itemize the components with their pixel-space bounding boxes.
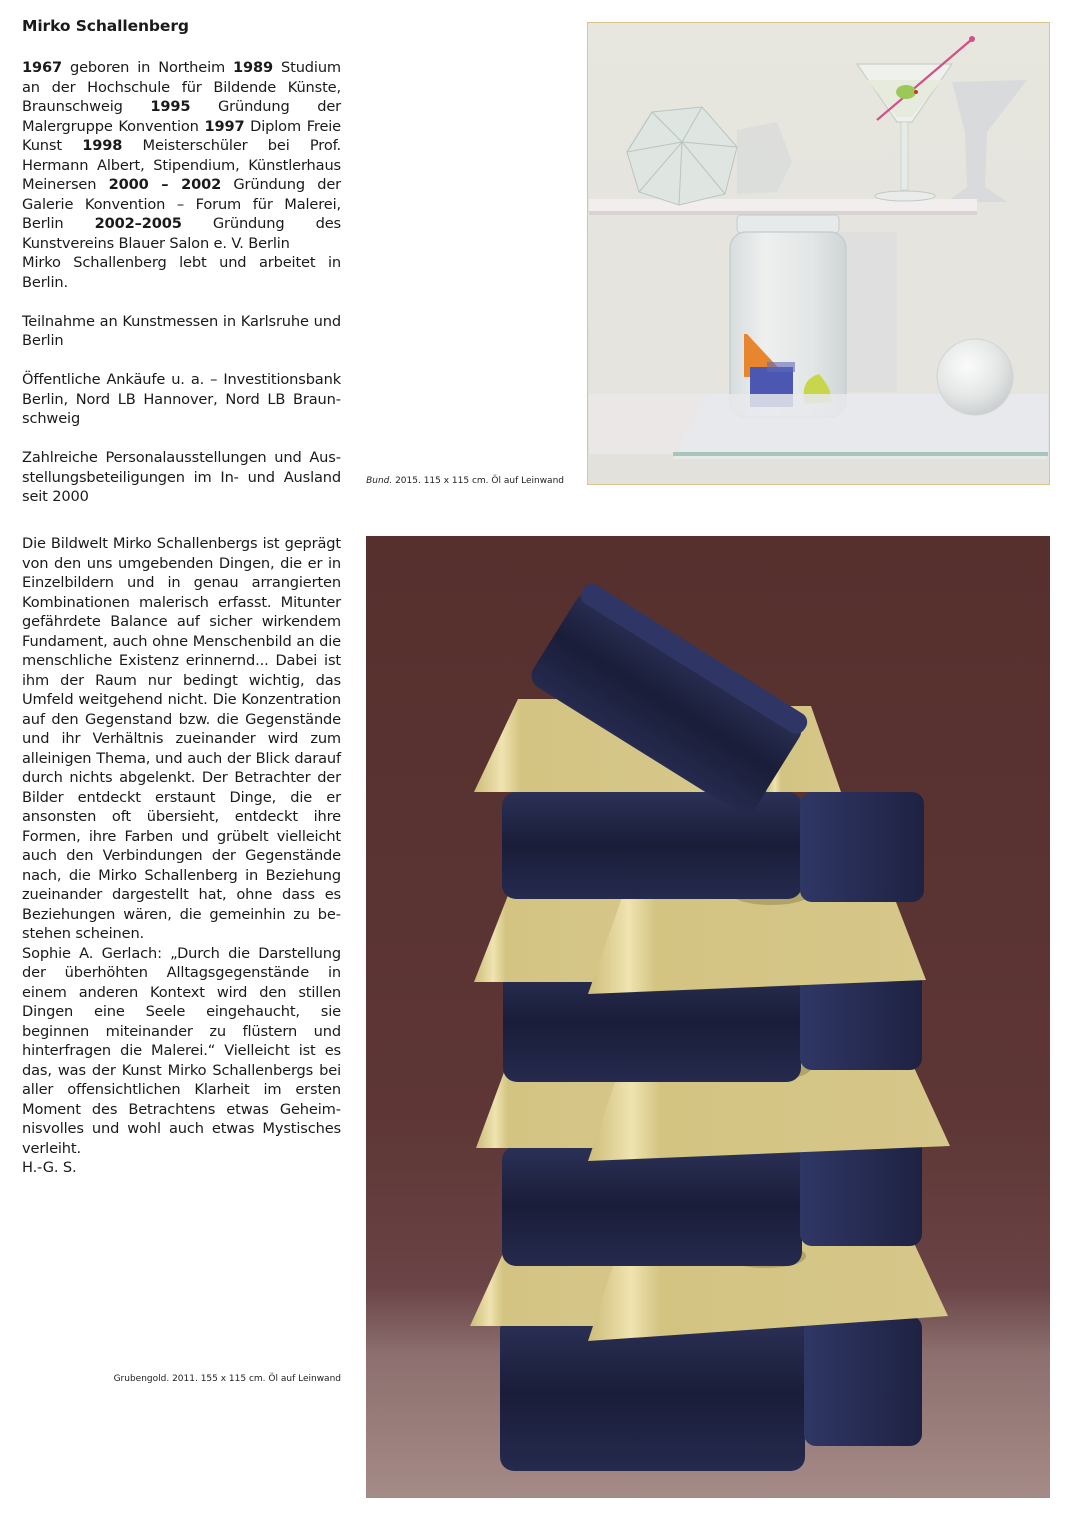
artist-name: Mirko Schallenberg: [22, 17, 189, 35]
bio-timeline: [22, 58, 341, 253]
bio-year: 1997: [204, 117, 245, 135]
biography: [22, 58, 341, 526]
bio-event: Gründung der Galerie Konvention – Forum für Malerei, Berlin: [22, 176, 342, 232]
essay-quote-paragraph: Sophie A. Gerlach: „Durch die Darstellung der überhöhten Alltagsgegenstände in einem anderen Kontext wird den stillen Dingen eine Seele eingehaucht, sie beginnen miteinander zu flüstern und hinterfragen die Malerei.“ Vielleicht ist es das, was der Kunst Mirko Schallenbergs bei aller offensichtlichen Klarheit im ersten Moment des Betrachtens etwas Geheimnisvolles und wohl auch etwas Mystisches verleiht.: [22, 944, 341, 1157]
bio-event: Gründung des Kunstvereins Blauer Salon e. V. Berlin: [22, 215, 341, 252]
essay: [22, 534, 341, 1178]
artwork-title: Bund.: [366, 476, 393, 486]
bio-year: 1967: [22, 59, 63, 76]
bio-year: 1989: [233, 59, 274, 76]
essay-paragraph: Die Bildwelt Mirko Schallenbergs ist geprägt von den uns umgebenden Dingen, die er in Einzelbildern und in genau arrangierten Kombinationen malerisch erfasst. Mitunter gefährdete Balance auf sicher wirkendem Fundament, auch ohne Menschenbild an die menschliche Existenz erinnernd... Dabei ist ihm der Raum nur bedingt wichtig, das Umfeld weitgehend nicht. Die Konzentration auf den Gegenstand bzw. die Gegenstände und ihr Verhältnis zueinander wird zum alleinigen Thema, und auch der Blick darauf durch nichts abgelenkt. Der Betrachter der Bilder entdeckt erstaunt Dinge, die er ansonsten oft übersieht, entdeckt ihre Formen, ihre Farben und grübelt vielleicht auch den Verbindungen der Gegenstände nach, die Mirko Schallenberg in Beziehung zueinander dargestellt hat, ohne dass es Beziehungen wären, die gemeinhin zu bestehen scheinen.: [22, 535, 341, 942]
bio-exhibitions: Zahlreiche Personalausstellungen und Ausstellungsbeteiligungen im In- und Ausland seit 2000: [22, 449, 341, 505]
caption-grubengold: [114, 1374, 341, 1385]
bio-event: Diplom Freie Kunst: [22, 117, 342, 154]
caption-bund: [366, 476, 564, 487]
bio-event: geboren in Northeim: [62, 59, 234, 76]
bio-event: Studium an der Hochschule für Bildende Künste, Braunschweig: [22, 59, 341, 115]
artwork-details: 2011. 155 x 115 cm. Öl auf Leinwand: [169, 1374, 341, 1384]
glass-jar-object: [730, 215, 846, 417]
artwork-details: 2015. 115 x 115 cm. Öl auf Leinwand: [392, 476, 564, 486]
bio-acquisitions: Öffentliche Ankäufe u. a. – Investitionsbank Berlin, Nord LB Hannover, Nord LB Braunschweig: [22, 371, 341, 427]
painting-grubengold: [366, 536, 1050, 1498]
bio-year: 2000 – 2002: [108, 176, 222, 193]
bio-fairs: Teilnahme an Kunstmessen in Karlsruhe und Berlin: [22, 312, 341, 349]
bio-event: Gründung der Malergruppe Konvention: [22, 98, 341, 135]
bio-residence: Mirko Schallenberg lebt und arbeitet in Berlin.: [22, 254, 341, 291]
bio-year: 2002–2005: [94, 215, 182, 232]
painting-bund: [587, 22, 1050, 485]
artwork-title: Grubengold.: [113, 1374, 170, 1384]
essay-signature: H.-G. S.: [22, 1159, 77, 1176]
bio-year: 1998: [82, 137, 123, 154]
bio-year: 1995: [150, 98, 191, 115]
coal-briquette: [502, 792, 924, 902]
bio-event: Meisterschüler bei Prof. Hermann Albert, Stipendium, Künstlerhaus Meinersen: [22, 137, 342, 193]
